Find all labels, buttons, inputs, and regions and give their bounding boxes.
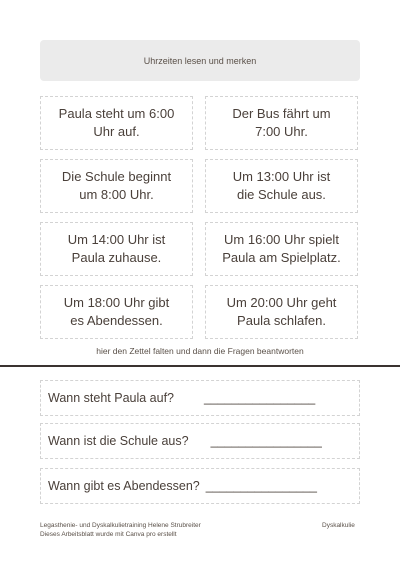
worksheet-title: [40, 40, 360, 81]
question-box[interactable]: [40, 468, 360, 504]
info-card: [205, 285, 358, 339]
info-card-line: Um 20:00 Uhr geht: [226, 295, 337, 310]
info-card-line: 7:00 Uhr.: [255, 124, 308, 139]
info-card: [205, 159, 358, 213]
info-card: [40, 159, 193, 213]
info-card-line: Paula zuhause.: [71, 250, 162, 265]
footer-tag: Dyskalkulie: [322, 522, 355, 529]
question-box[interactable]: [40, 380, 360, 416]
info-card-line: Paula schlafen.: [237, 313, 326, 328]
answer-blank[interactable]: ________________: [210, 434, 322, 448]
footer-line: Legasthenie- und Dyskalkulietraining Helene Strubreiter: [40, 522, 201, 529]
info-card-line: Die Schule beginnt: [61, 169, 172, 184]
info-card-line: Der Bus fährt um: [232, 106, 331, 121]
info-card-line: Uhr auf.: [93, 124, 140, 139]
question-text: Wann gibt es Abendessen?: [48, 479, 200, 493]
question-text: Wann ist die Schule aus?: [48, 434, 189, 448]
info-card: [40, 285, 193, 339]
info-card: [205, 96, 358, 150]
info-card-line: Paula steht um 6:00: [58, 106, 175, 121]
worksheet-title-text: Uhrzeiten lesen und merken: [143, 55, 257, 66]
footer-line: Dieses Arbeitsblatt wurde mit Canva pro erstellt: [40, 530, 177, 538]
question-box[interactable]: [40, 423, 360, 459]
fold-instruction: hier den Zettel falten und dann die Fragen beantworten: [96, 346, 304, 356]
question-text: Wann steht Paula auf?: [48, 391, 175, 405]
answer-blank[interactable]: ________________: [205, 479, 317, 493]
info-card-line: Paula am Spielplatz.: [222, 250, 341, 265]
info-card-line: Um 13:00 Uhr ist: [232, 169, 331, 184]
info-card-line: um 8:00 Uhr.: [79, 187, 154, 202]
info-card-line: Um 16:00 Uhr spielt: [224, 232, 339, 247]
info-card-line: Um 14:00 Uhr ist: [67, 232, 166, 247]
info-card: [40, 222, 193, 276]
info-card: [205, 222, 358, 276]
footer-credit: [40, 522, 201, 539]
info-card-line: es Abendessen.: [70, 313, 163, 328]
fold-line: [0, 365, 400, 367]
info-card-line: Um 18:00 Uhr gibt: [63, 295, 170, 310]
answer-blank[interactable]: ________________: [204, 391, 316, 405]
info-card-line: die Schule aus.: [237, 187, 326, 202]
info-card: [40, 96, 193, 150]
